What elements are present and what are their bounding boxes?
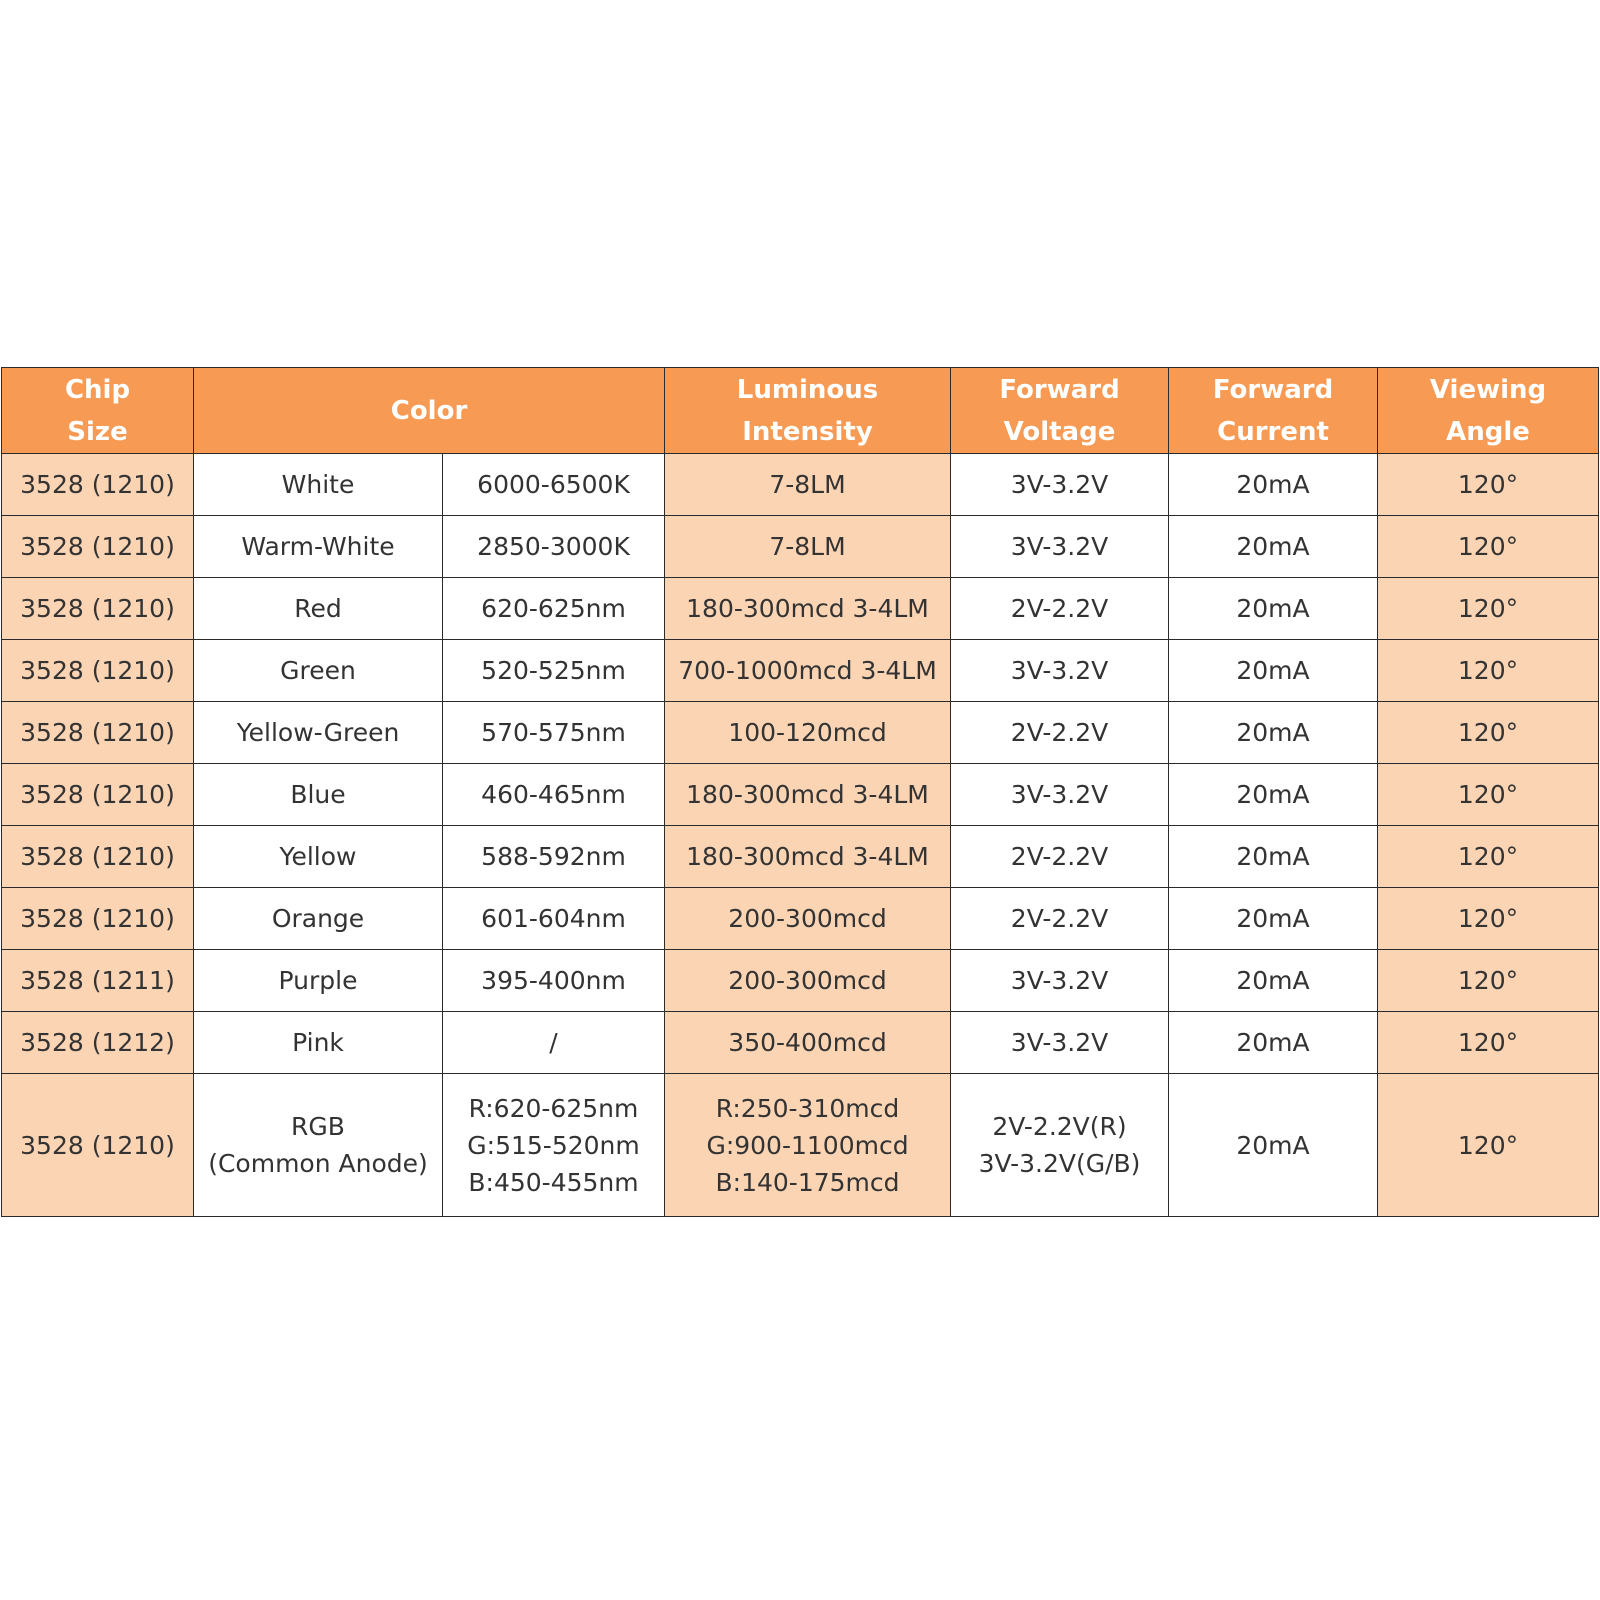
cell-forward-voltage: 3V-3.2V: [951, 1012, 1169, 1074]
cell-viewing-angle: 120°: [1378, 950, 1599, 1012]
cell-chip-size: 3528 (1210): [2, 826, 194, 888]
cell-luminous-intensity: 700-1000mcd 3-4LM: [665, 640, 951, 702]
cell-forward-current: 20mA: [1169, 888, 1378, 950]
cell-chip-size: 3528 (1210): [2, 702, 194, 764]
cell-color: Yellow: [194, 826, 443, 888]
cell-color: Orange: [194, 888, 443, 950]
cell-color: Green: [194, 640, 443, 702]
cell-viewing-angle: 120°: [1378, 826, 1599, 888]
cell-chip-size: 3528 (1210): [2, 516, 194, 578]
cell-forward-current: 20mA: [1169, 702, 1378, 764]
header-color: Color: [194, 368, 665, 454]
cell-luminous-intensity: 100-120mcd: [665, 702, 951, 764]
cell-forward-voltage: 2V-2.2V: [951, 888, 1169, 950]
cell-color: Blue: [194, 764, 443, 826]
cell-chip-size: 3528 (1210): [2, 888, 194, 950]
cell-spec: 588-592nm: [443, 826, 665, 888]
cell-forward-voltage: 2V-2.2V: [951, 702, 1169, 764]
cell-forward-current: 20mA: [1169, 578, 1378, 640]
cell-viewing-angle: 120°: [1378, 516, 1599, 578]
cell-color: Purple: [194, 950, 443, 1012]
cell-forward-voltage: 3V-3.2V: [951, 516, 1169, 578]
table-row: [2, 950, 1599, 1012]
cell-luminous-intensity: 350-400mcd: [665, 1012, 951, 1074]
cell-luminous-intensity: R:250-310mcd G:900-1100mcd B:140-175mcd: [665, 1074, 951, 1217]
table-row: [2, 764, 1599, 826]
cell-chip-size: 3528 (1210): [2, 764, 194, 826]
cell-color: RGB (Common Anode): [194, 1074, 443, 1217]
cell-color: White: [194, 454, 443, 516]
cell-viewing-angle: 120°: [1378, 640, 1599, 702]
cell-viewing-angle: 120°: [1378, 1074, 1599, 1217]
cell-chip-size: 3528 (1212): [2, 1012, 194, 1074]
table-row: [2, 578, 1599, 640]
cell-spec: 620-625nm: [443, 578, 665, 640]
cell-luminous-intensity: 180-300mcd 3-4LM: [665, 764, 951, 826]
table-row: [2, 640, 1599, 702]
cell-spec: 6000-6500K: [443, 454, 665, 516]
cell-forward-voltage: 2V-2.2V(R) 3V-3.2V(G/B): [951, 1074, 1169, 1217]
cell-forward-voltage: 3V-3.2V: [951, 950, 1169, 1012]
table-row: [2, 702, 1599, 764]
header-forward-current: Forward Current: [1169, 368, 1378, 454]
cell-spec: 520-525nm: [443, 640, 665, 702]
cell-forward-current: 20mA: [1169, 950, 1378, 1012]
table-row: [2, 1012, 1599, 1074]
header-chip-size: Chip Size: [2, 368, 194, 454]
cell-spec: R:620-625nm G:515-520nm B:450-455nm: [443, 1074, 665, 1217]
led-spec-table: [1, 367, 1599, 1217]
cell-forward-voltage: 2V-2.2V: [951, 578, 1169, 640]
table-row: [2, 826, 1599, 888]
cell-spec: 570-575nm: [443, 702, 665, 764]
cell-luminous-intensity: 7-8LM: [665, 516, 951, 578]
header-forward-voltage: Forward Voltage: [951, 368, 1169, 454]
table-row-rgb: [2, 1074, 1599, 1217]
cell-forward-voltage: 3V-3.2V: [951, 454, 1169, 516]
table-row: [2, 454, 1599, 516]
cell-chip-size: 3528 (1210): [2, 578, 194, 640]
cell-color: Pink: [194, 1012, 443, 1074]
cell-viewing-angle: 120°: [1378, 702, 1599, 764]
cell-spec: 395-400nm: [443, 950, 665, 1012]
cell-chip-size: 3528 (1211): [2, 950, 194, 1012]
cell-color: Yellow-Green: [194, 702, 443, 764]
cell-forward-current: 20mA: [1169, 826, 1378, 888]
cell-viewing-angle: 120°: [1378, 578, 1599, 640]
cell-viewing-angle: 120°: [1378, 764, 1599, 826]
cell-spec: 460-465nm: [443, 764, 665, 826]
header-row: [2, 368, 1599, 454]
cell-chip-size: 3528 (1210): [2, 454, 194, 516]
cell-forward-current: 20mA: [1169, 764, 1378, 826]
cell-forward-voltage: 3V-3.2V: [951, 640, 1169, 702]
cell-forward-current: 20mA: [1169, 640, 1378, 702]
cell-luminous-intensity: 200-300mcd: [665, 888, 951, 950]
cell-forward-current: 20mA: [1169, 1012, 1378, 1074]
cell-viewing-angle: 120°: [1378, 1012, 1599, 1074]
cell-viewing-angle: 120°: [1378, 888, 1599, 950]
table-row: [2, 516, 1599, 578]
cell-forward-voltage: 2V-2.2V: [951, 826, 1169, 888]
cell-forward-current: 20mA: [1169, 1074, 1378, 1217]
cell-luminous-intensity: 7-8LM: [665, 454, 951, 516]
header-luminous-intensity: Luminous Intensity: [665, 368, 951, 454]
cell-spec: 2850-3000K: [443, 516, 665, 578]
cell-forward-voltage: 3V-3.2V: [951, 764, 1169, 826]
cell-chip-size: 3528 (1210): [2, 640, 194, 702]
table-row: [2, 888, 1599, 950]
cell-viewing-angle: 120°: [1378, 454, 1599, 516]
cell-forward-current: 20mA: [1169, 516, 1378, 578]
cell-forward-current: 20mA: [1169, 454, 1378, 516]
cell-spec: 601-604nm: [443, 888, 665, 950]
cell-luminous-intensity: 180-300mcd 3-4LM: [665, 578, 951, 640]
cell-luminous-intensity: 180-300mcd 3-4LM: [665, 826, 951, 888]
header-viewing-angle: Viewing Angle: [1378, 368, 1599, 454]
cell-color: Red: [194, 578, 443, 640]
cell-chip-size: 3528 (1210): [2, 1074, 194, 1217]
cell-color: Warm-White: [194, 516, 443, 578]
cell-luminous-intensity: 200-300mcd: [665, 950, 951, 1012]
cell-spec: /: [443, 1012, 665, 1074]
